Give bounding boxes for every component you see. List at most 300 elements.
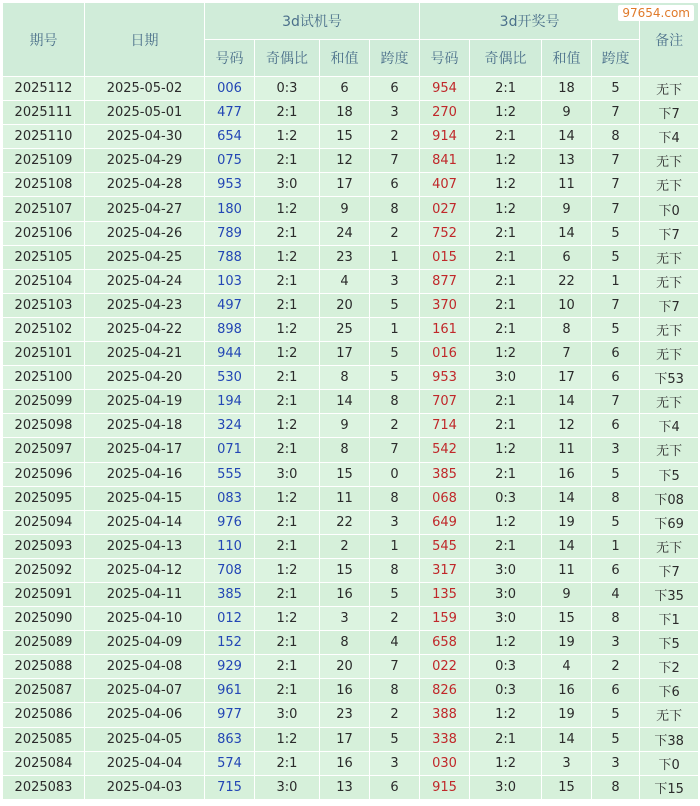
- cell-draw-span: 3: [592, 631, 640, 655]
- cell-date: 2025-04-19: [85, 390, 205, 414]
- site-watermark: 97654.com: [618, 5, 694, 21]
- cell-trial-odd-even: 2:1: [255, 293, 320, 317]
- cell-draw-odd-even: 2:1: [470, 390, 542, 414]
- cell-draw-odd-even: 1:2: [470, 149, 542, 173]
- cell-issue: 2025101: [3, 342, 85, 366]
- cell-trial-odd-even: 1:2: [255, 342, 320, 366]
- cell-draw-number: 826: [420, 679, 470, 703]
- cell-draw-span: 5: [592, 703, 640, 727]
- header-trial-number: 号码: [205, 40, 255, 77]
- cell-draw-odd-even: 1:2: [470, 197, 542, 221]
- cell-trial-span: 5: [370, 727, 420, 751]
- cell-trial-span: 5: [370, 366, 420, 390]
- cell-draw-sum: 11: [542, 438, 592, 462]
- cell-date: 2025-04-28: [85, 173, 205, 197]
- table-row: [3, 510, 699, 534]
- cell-trial-number: 929: [205, 655, 255, 679]
- cell-draw-odd-even: 1:2: [470, 703, 542, 727]
- cell-date: 2025-04-30: [85, 125, 205, 149]
- cell-draw-span: 8: [592, 775, 640, 799]
- table-body: [3, 77, 699, 800]
- cell-trial-number: 324: [205, 414, 255, 438]
- cell-draw-number: 841: [420, 149, 470, 173]
- cell-draw-span: 5: [592, 245, 640, 269]
- cell-issue: 2025088: [3, 655, 85, 679]
- cell-trial-number: 961: [205, 679, 255, 703]
- cell-note: 无下: [640, 317, 699, 341]
- cell-trial-number: 006: [205, 77, 255, 101]
- cell-draw-number: 752: [420, 221, 470, 245]
- cell-draw-sum: 7: [542, 342, 592, 366]
- cell-date: 2025-04-12: [85, 558, 205, 582]
- cell-draw-odd-even: 1:2: [470, 173, 542, 197]
- cell-trial-sum: 14: [320, 390, 370, 414]
- cell-trial-span: 2: [370, 414, 420, 438]
- cell-draw-sum: 19: [542, 631, 592, 655]
- table-row: [3, 245, 699, 269]
- cell-date: 2025-04-10: [85, 607, 205, 631]
- cell-draw-odd-even: 2:1: [470, 534, 542, 558]
- cell-date: 2025-04-29: [85, 149, 205, 173]
- cell-date: 2025-04-14: [85, 510, 205, 534]
- cell-draw-odd-even: 3:0: [470, 607, 542, 631]
- cell-draw-odd-even: 2:1: [470, 221, 542, 245]
- cell-draw-sum: 16: [542, 679, 592, 703]
- cell-note: 无下: [640, 77, 699, 101]
- cell-trial-span: 8: [370, 197, 420, 221]
- cell-trial-number: 477: [205, 101, 255, 125]
- cell-date: 2025-04-26: [85, 221, 205, 245]
- cell-trial-sum: 23: [320, 703, 370, 727]
- cell-draw-span: 8: [592, 607, 640, 631]
- cell-trial-number: 110: [205, 534, 255, 558]
- cell-trial-odd-even: 1:2: [255, 486, 320, 510]
- table-row: [3, 414, 699, 438]
- table-row: [3, 775, 699, 799]
- cell-issue: 2025111: [3, 101, 85, 125]
- cell-draw-number: 953: [420, 366, 470, 390]
- cell-draw-sum: 8: [542, 317, 592, 341]
- cell-issue: 2025107: [3, 197, 85, 221]
- cell-note: 无下: [640, 269, 699, 293]
- cell-trial-odd-even: 1:2: [255, 414, 320, 438]
- cell-note: 无下: [640, 390, 699, 414]
- cell-date: 2025-04-18: [85, 414, 205, 438]
- cell-trial-sum: 22: [320, 510, 370, 534]
- cell-note: 无下: [640, 173, 699, 197]
- cell-trial-number: 977: [205, 703, 255, 727]
- cell-trial-span: 6: [370, 775, 420, 799]
- cell-draw-odd-even: 2:1: [470, 269, 542, 293]
- cell-draw-sum: 3: [542, 751, 592, 775]
- cell-trial-span: 7: [370, 655, 420, 679]
- cell-issue: 2025094: [3, 510, 85, 534]
- cell-date: 2025-04-05: [85, 727, 205, 751]
- cell-draw-number: 027: [420, 197, 470, 221]
- cell-trial-odd-even: 1:2: [255, 245, 320, 269]
- header-date: 日期: [85, 3, 205, 77]
- cell-note: 下6: [640, 679, 699, 703]
- cell-draw-number: 649: [420, 510, 470, 534]
- cell-draw-number: 030: [420, 751, 470, 775]
- cell-issue: 2025098: [3, 414, 85, 438]
- cell-draw-span: 4: [592, 582, 640, 606]
- cell-draw-span: 6: [592, 679, 640, 703]
- cell-draw-sum: 14: [542, 727, 592, 751]
- cell-note: 无下: [640, 149, 699, 173]
- cell-draw-odd-even: 1:2: [470, 342, 542, 366]
- cell-date: 2025-04-04: [85, 751, 205, 775]
- cell-trial-odd-even: 1:2: [255, 317, 320, 341]
- cell-trial-odd-even: 2:1: [255, 101, 320, 125]
- cell-note: 下15: [640, 775, 699, 799]
- cell-draw-span: 6: [592, 558, 640, 582]
- cell-draw-sum: 6: [542, 245, 592, 269]
- cell-trial-sum: 16: [320, 679, 370, 703]
- cell-trial-odd-even: 2:1: [255, 438, 320, 462]
- cell-trial-sum: 17: [320, 173, 370, 197]
- cell-draw-span: 6: [592, 366, 640, 390]
- cell-draw-number: 015: [420, 245, 470, 269]
- cell-trial-odd-even: 2:1: [255, 631, 320, 655]
- cell-draw-number: 270: [420, 101, 470, 125]
- cell-trial-sum: 20: [320, 655, 370, 679]
- cell-draw-span: 5: [592, 462, 640, 486]
- cell-trial-number: 530: [205, 366, 255, 390]
- cell-trial-sum: 16: [320, 582, 370, 606]
- table-row: [3, 679, 699, 703]
- cell-draw-sum: 16: [542, 462, 592, 486]
- cell-draw-odd-even: 3:0: [470, 775, 542, 799]
- cell-issue: 2025108: [3, 173, 85, 197]
- cell-trial-odd-even: 0:3: [255, 77, 320, 101]
- cell-trial-odd-even: 1:2: [255, 607, 320, 631]
- header-draw-span: 跨度: [592, 40, 640, 77]
- cell-draw-number: 385: [420, 462, 470, 486]
- table-row: [3, 703, 699, 727]
- cell-issue: 2025100: [3, 366, 85, 390]
- cell-draw-number: 388: [420, 703, 470, 727]
- cell-trial-span: 3: [370, 751, 420, 775]
- cell-draw-number: 068: [420, 486, 470, 510]
- cell-note: 下1: [640, 607, 699, 631]
- cell-draw-sum: 14: [542, 486, 592, 510]
- cell-draw-sum: 13: [542, 149, 592, 173]
- cell-note: 下0: [640, 751, 699, 775]
- cell-date: 2025-04-23: [85, 293, 205, 317]
- cell-trial-number: 788: [205, 245, 255, 269]
- cell-draw-odd-even: 2:1: [470, 245, 542, 269]
- cell-trial-sum: 8: [320, 366, 370, 390]
- cell-draw-span: 8: [592, 125, 640, 149]
- cell-issue: 2025090: [3, 607, 85, 631]
- cell-draw-span: 1: [592, 269, 640, 293]
- cell-issue: 2025095: [3, 486, 85, 510]
- cell-draw-odd-even: 2:1: [470, 77, 542, 101]
- cell-trial-odd-even: 2:1: [255, 534, 320, 558]
- cell-draw-odd-even: 1:2: [470, 631, 542, 655]
- cell-issue: 2025093: [3, 534, 85, 558]
- cell-note: 下69: [640, 510, 699, 534]
- cell-issue: 2025084: [3, 751, 85, 775]
- cell-draw-number: 954: [420, 77, 470, 101]
- table-row: [3, 655, 699, 679]
- cell-trial-sum: 2: [320, 534, 370, 558]
- cell-trial-span: 2: [370, 221, 420, 245]
- cell-trial-number: 012: [205, 607, 255, 631]
- table-row: [3, 582, 699, 606]
- cell-trial-span: 5: [370, 582, 420, 606]
- cell-date: 2025-04-16: [85, 462, 205, 486]
- cell-draw-span: 7: [592, 293, 640, 317]
- cell-issue: 2025105: [3, 245, 85, 269]
- cell-trial-span: 8: [370, 558, 420, 582]
- cell-trial-odd-even: 2:1: [255, 366, 320, 390]
- cell-trial-number: 194: [205, 390, 255, 414]
- cell-note: 下7: [640, 101, 699, 125]
- cell-draw-sum: 9: [542, 582, 592, 606]
- cell-trial-sum: 8: [320, 631, 370, 655]
- cell-draw-sum: 14: [542, 390, 592, 414]
- cell-issue: 2025083: [3, 775, 85, 799]
- cell-draw-sum: 15: [542, 775, 592, 799]
- header-trial-span: 跨度: [370, 40, 420, 77]
- cell-draw-number: 542: [420, 438, 470, 462]
- cell-trial-odd-even: 1:2: [255, 558, 320, 582]
- cell-draw-span: 5: [592, 727, 640, 751]
- cell-date: 2025-04-22: [85, 317, 205, 341]
- header-trial-group: 3d试机号: [205, 3, 420, 40]
- cell-draw-sum: 11: [542, 558, 592, 582]
- cell-draw-sum: 14: [542, 125, 592, 149]
- cell-date: 2025-04-17: [85, 438, 205, 462]
- cell-draw-span: 8: [592, 486, 640, 510]
- cell-trial-span: 0: [370, 462, 420, 486]
- cell-trial-number: 555: [205, 462, 255, 486]
- cell-draw-span: 6: [592, 414, 640, 438]
- cell-date: 2025-04-09: [85, 631, 205, 655]
- cell-trial-span: 3: [370, 269, 420, 293]
- cell-date: 2025-04-27: [85, 197, 205, 221]
- table-row: [3, 366, 699, 390]
- cell-draw-number: 714: [420, 414, 470, 438]
- cell-draw-odd-even: 1:2: [470, 438, 542, 462]
- table-row: [3, 558, 699, 582]
- lottery-table: [2, 2, 699, 800]
- cell-issue: 2025096: [3, 462, 85, 486]
- cell-draw-odd-even: 0:3: [470, 486, 542, 510]
- cell-issue: 2025091: [3, 582, 85, 606]
- cell-issue: 2025102: [3, 317, 85, 341]
- cell-trial-number: 715: [205, 775, 255, 799]
- cell-draw-sum: 17: [542, 366, 592, 390]
- cell-trial-sum: 20: [320, 293, 370, 317]
- cell-trial-sum: 15: [320, 462, 370, 486]
- cell-draw-odd-even: 1:2: [470, 510, 542, 534]
- cell-date: 2025-04-20: [85, 366, 205, 390]
- cell-draw-odd-even: 2:1: [470, 462, 542, 486]
- cell-trial-sum: 17: [320, 342, 370, 366]
- cell-trial-odd-even: 2:1: [255, 390, 320, 414]
- cell-date: 2025-04-06: [85, 703, 205, 727]
- header-trial-sum: 和值: [320, 40, 370, 77]
- cell-draw-sum: 9: [542, 197, 592, 221]
- cell-trial-sum: 25: [320, 317, 370, 341]
- cell-draw-number: 707: [420, 390, 470, 414]
- cell-trial-sum: 15: [320, 125, 370, 149]
- cell-draw-sum: 18: [542, 77, 592, 101]
- cell-trial-sum: 13: [320, 775, 370, 799]
- cell-draw-sum: 11: [542, 173, 592, 197]
- cell-trial-number: 103: [205, 269, 255, 293]
- cell-note: 下2: [640, 655, 699, 679]
- cell-trial-number: 497: [205, 293, 255, 317]
- cell-draw-span: 1: [592, 534, 640, 558]
- cell-trial-sum: 17: [320, 727, 370, 751]
- cell-trial-span: 3: [370, 510, 420, 534]
- cell-draw-number: 022: [420, 655, 470, 679]
- cell-trial-number: 071: [205, 438, 255, 462]
- table-row: [3, 269, 699, 293]
- cell-trial-odd-even: 1:2: [255, 125, 320, 149]
- cell-trial-odd-even: 2:1: [255, 679, 320, 703]
- cell-note: 下7: [640, 293, 699, 317]
- cell-note: 下35: [640, 582, 699, 606]
- cell-draw-sum: 4: [542, 655, 592, 679]
- cell-draw-span: 5: [592, 77, 640, 101]
- cell-draw-number: 877: [420, 269, 470, 293]
- table-row: [3, 197, 699, 221]
- header-issue: 期号: [3, 3, 85, 77]
- cell-trial-number: 944: [205, 342, 255, 366]
- cell-date: 2025-04-25: [85, 245, 205, 269]
- cell-issue: 2025112: [3, 77, 85, 101]
- cell-trial-odd-even: 1:2: [255, 197, 320, 221]
- cell-date: 2025-04-03: [85, 775, 205, 799]
- cell-trial-span: 6: [370, 173, 420, 197]
- cell-trial-sum: 11: [320, 486, 370, 510]
- cell-note: 下0: [640, 197, 699, 221]
- header-note: 备注: [640, 3, 699, 77]
- cell-note: 下5: [640, 631, 699, 655]
- table-row: [3, 751, 699, 775]
- cell-draw-number: 915: [420, 775, 470, 799]
- table-row: [3, 342, 699, 366]
- cell-trial-span: 1: [370, 317, 420, 341]
- cell-draw-odd-even: 2:1: [470, 414, 542, 438]
- cell-issue: 2025110: [3, 125, 85, 149]
- cell-trial-number: 152: [205, 631, 255, 655]
- cell-date: 2025-04-15: [85, 486, 205, 510]
- cell-date: 2025-04-11: [85, 582, 205, 606]
- cell-trial-odd-even: 2:1: [255, 269, 320, 293]
- cell-draw-odd-even: 2:1: [470, 125, 542, 149]
- cell-trial-sum: 6: [320, 77, 370, 101]
- cell-trial-span: 2: [370, 703, 420, 727]
- table-row: [3, 486, 699, 510]
- cell-trial-span: 2: [370, 125, 420, 149]
- cell-draw-odd-even: 2:1: [470, 293, 542, 317]
- cell-trial-number: 083: [205, 486, 255, 510]
- cell-draw-span: 6: [592, 342, 640, 366]
- cell-trial-sum: 15: [320, 558, 370, 582]
- header-draw-number: 号码: [420, 40, 470, 77]
- cell-trial-number: 708: [205, 558, 255, 582]
- cell-date: 2025-05-02: [85, 77, 205, 101]
- cell-draw-span: 3: [592, 438, 640, 462]
- table-row: [3, 534, 699, 558]
- cell-trial-span: 5: [370, 293, 420, 317]
- cell-draw-odd-even: 0:3: [470, 679, 542, 703]
- cell-trial-sum: 9: [320, 414, 370, 438]
- cell-trial-number: 976: [205, 510, 255, 534]
- cell-note: 下53: [640, 366, 699, 390]
- cell-trial-sum: 3: [320, 607, 370, 631]
- cell-draw-span: 5: [592, 317, 640, 341]
- cell-note: 下38: [640, 727, 699, 751]
- cell-trial-span: 4: [370, 631, 420, 655]
- cell-draw-sum: 14: [542, 221, 592, 245]
- cell-draw-number: 135: [420, 582, 470, 606]
- cell-trial-sum: 23: [320, 245, 370, 269]
- cell-draw-sum: 9: [542, 101, 592, 125]
- cell-draw-span: 7: [592, 197, 640, 221]
- cell-trial-odd-even: 2:1: [255, 582, 320, 606]
- table-row: [3, 221, 699, 245]
- cell-draw-span: 7: [592, 173, 640, 197]
- cell-draw-number: 914: [420, 125, 470, 149]
- cell-trial-span: 5: [370, 342, 420, 366]
- cell-note: 下7: [640, 558, 699, 582]
- cell-issue: 2025099: [3, 390, 85, 414]
- cell-draw-span: 5: [592, 221, 640, 245]
- cell-trial-span: 2: [370, 607, 420, 631]
- cell-draw-number: 016: [420, 342, 470, 366]
- cell-issue: 2025086: [3, 703, 85, 727]
- cell-trial-span: 8: [370, 486, 420, 510]
- table-row: [3, 293, 699, 317]
- cell-draw-sum: 14: [542, 534, 592, 558]
- cell-trial-sum: 4: [320, 269, 370, 293]
- cell-note: 下7: [640, 221, 699, 245]
- cell-trial-number: 180: [205, 197, 255, 221]
- cell-trial-span: 3: [370, 101, 420, 125]
- table-row: [3, 173, 699, 197]
- cell-draw-sum: 22: [542, 269, 592, 293]
- cell-trial-number: 789: [205, 221, 255, 245]
- cell-draw-number: 545: [420, 534, 470, 558]
- table-row: [3, 149, 699, 173]
- cell-trial-odd-even: 3:0: [255, 173, 320, 197]
- cell-trial-odd-even: 3:0: [255, 775, 320, 799]
- cell-trial-odd-even: 3:0: [255, 462, 320, 486]
- cell-draw-span: 5: [592, 510, 640, 534]
- cell-trial-span: 7: [370, 438, 420, 462]
- cell-issue: 2025092: [3, 558, 85, 582]
- cell-trial-span: 8: [370, 390, 420, 414]
- cell-trial-span: 6: [370, 77, 420, 101]
- table-row: [3, 631, 699, 655]
- cell-trial-number: 654: [205, 125, 255, 149]
- header-draw-group: 3d开奖号: [420, 3, 640, 40]
- cell-trial-number: 863: [205, 727, 255, 751]
- cell-draw-number: 338: [420, 727, 470, 751]
- table-row: [3, 438, 699, 462]
- cell-note: 下08: [640, 486, 699, 510]
- table-row: [3, 101, 699, 125]
- cell-draw-number: 370: [420, 293, 470, 317]
- cell-issue: 2025109: [3, 149, 85, 173]
